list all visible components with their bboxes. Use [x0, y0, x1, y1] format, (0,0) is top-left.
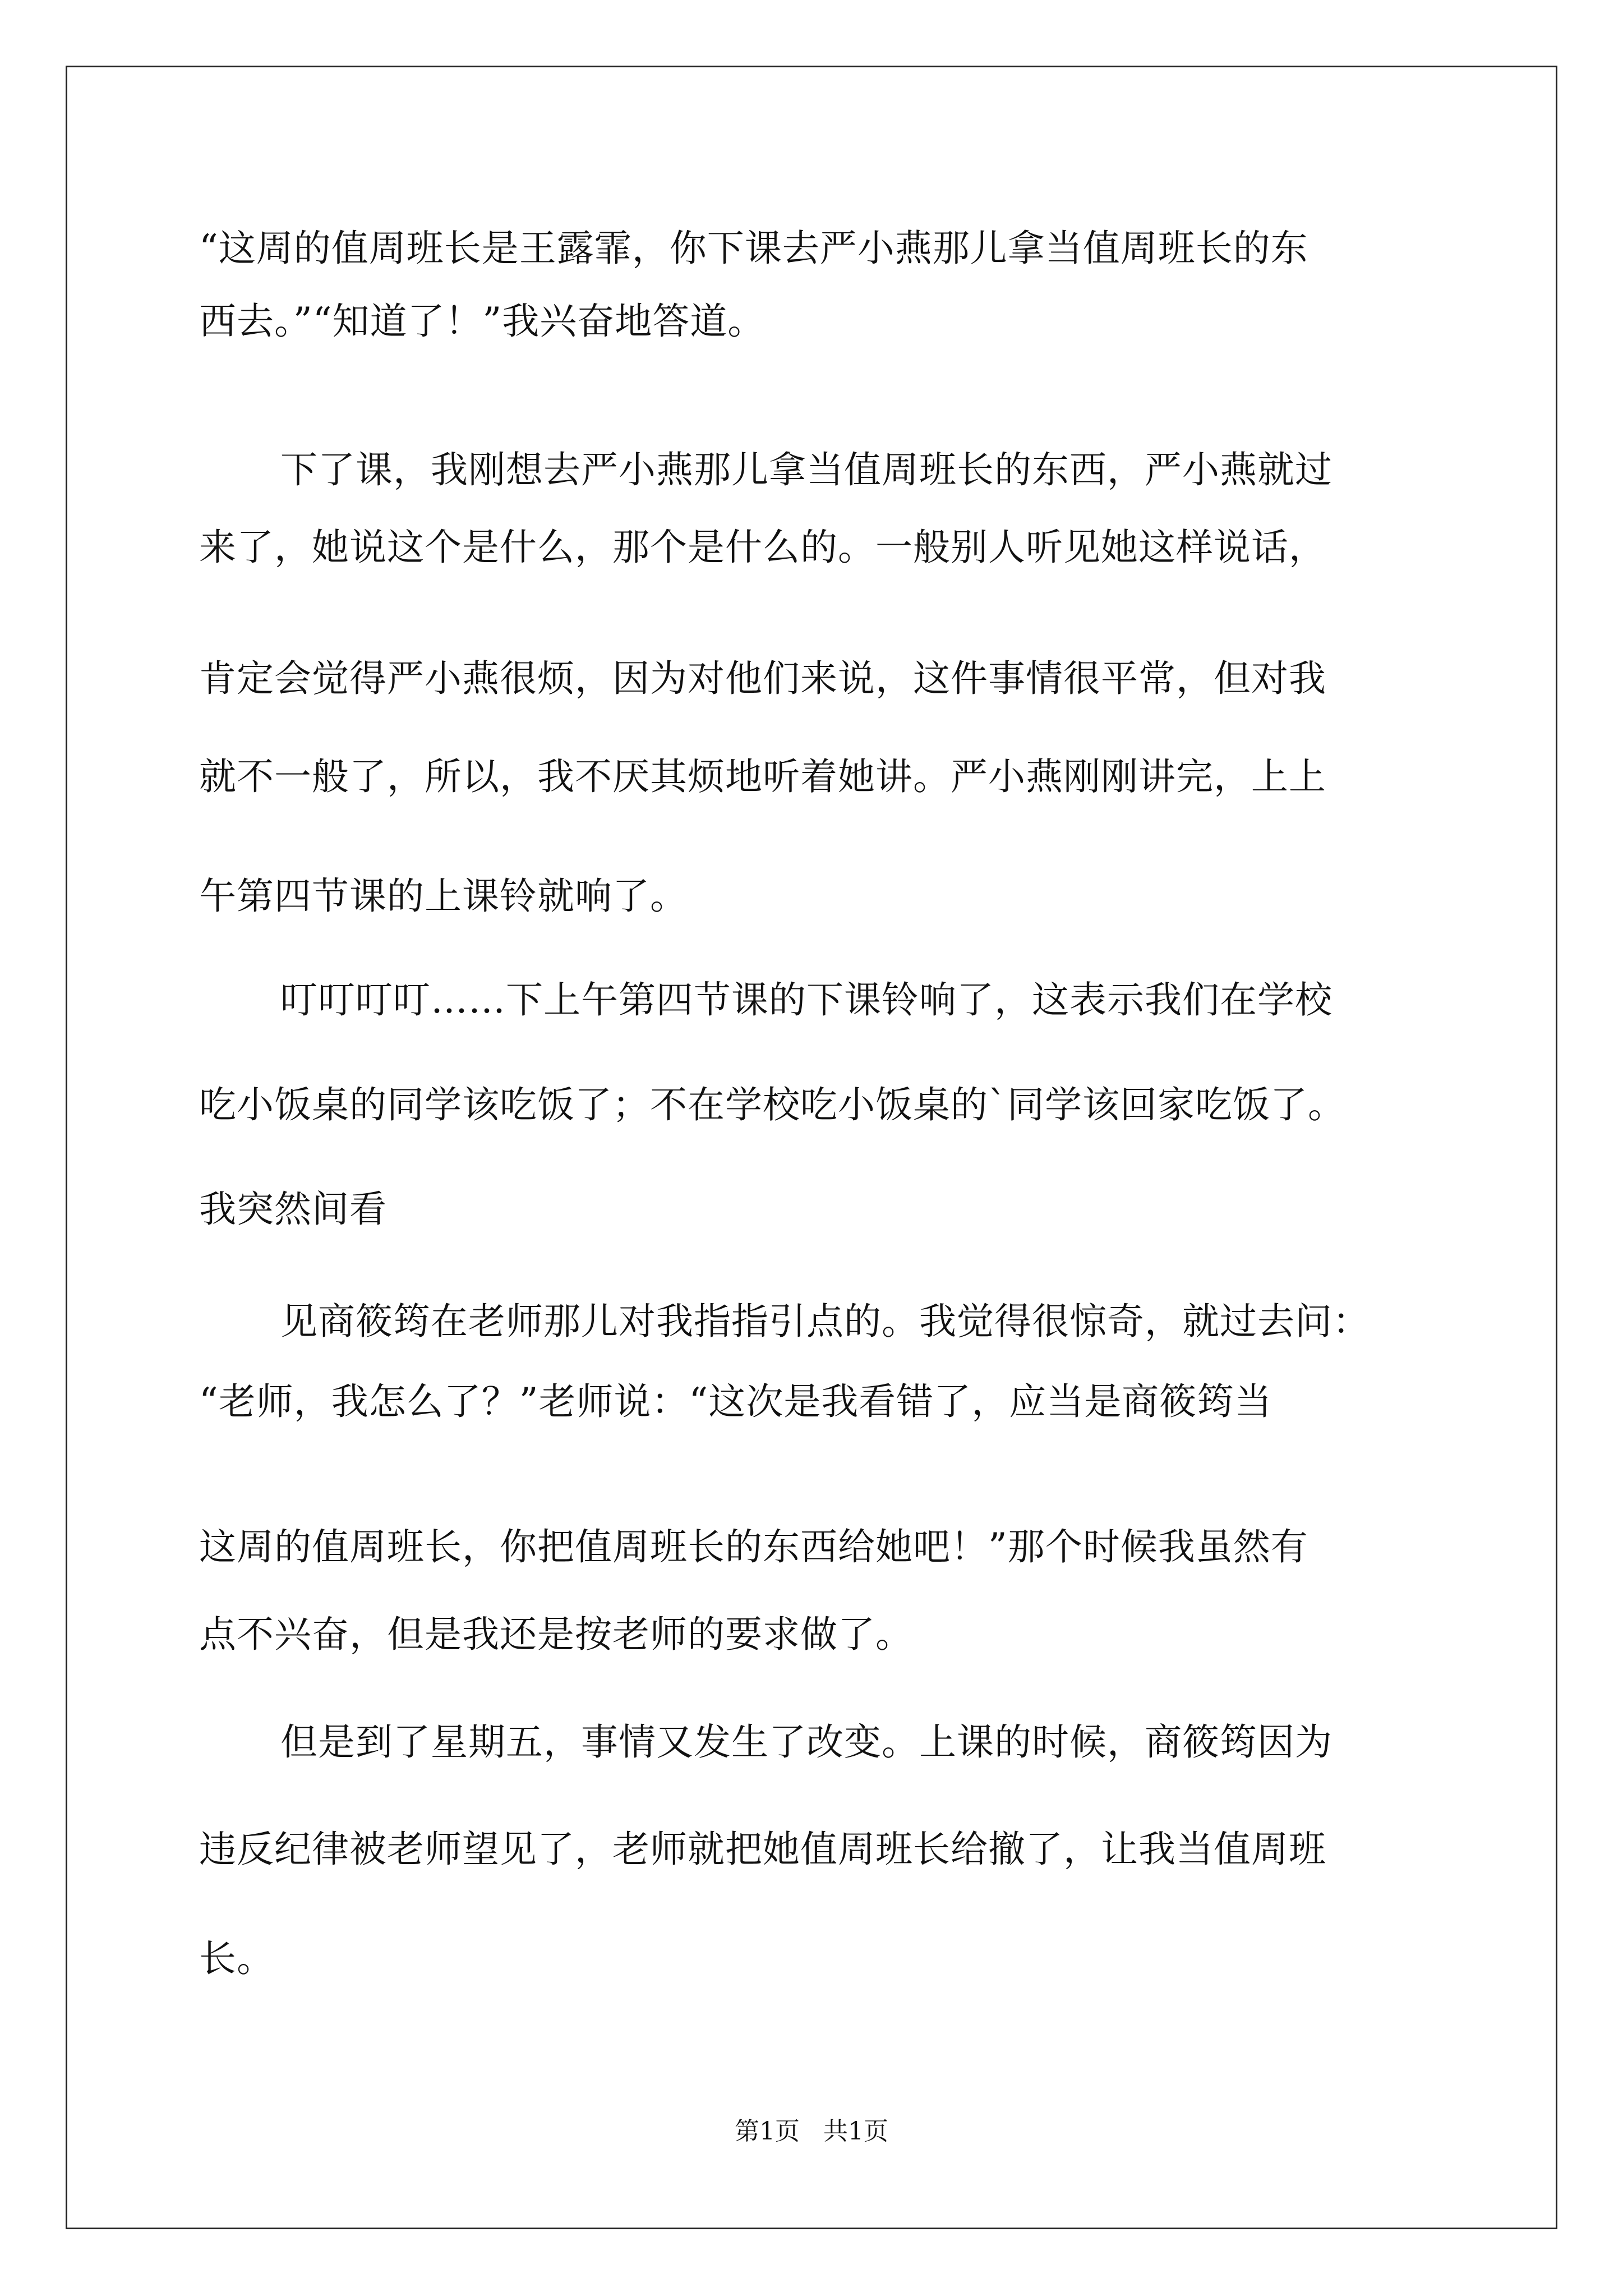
paragraph-start-line: 下了课，我刚想去严小燕那儿拿当值周班长的东西，严小燕就过 [280, 448, 1332, 491]
text-line: 肯定会觉得严小燕很烦，因为对他们来说，这件事情很平常，但对我 [199, 657, 1326, 700]
text-line: 就不一般了，所以，我不厌其烦地听着她讲。严小燕刚刚讲完，上上 [199, 755, 1326, 798]
page-number-footer: 第1页 共1页 [735, 2117, 888, 2146]
text-line: “老师，我怎么了？”老师说：“这次是我看错了，应当是商筱筠当 [199, 1380, 1272, 1423]
text-line: 吃小饭桌的同学该吃饭了；不在学校吃小饭桌的`同学该回家吃饭了。 [199, 1083, 1345, 1126]
text-line: 这周的值周班长，你把值周班长的东西给她吧！”那个时候我虽然有 [199, 1525, 1308, 1568]
paragraph-start-line: 叮叮叮叮……下上午第四节课的下课铃响了，这表示我们在学校 [280, 978, 1332, 1022]
paragraph-start-line: 但是到了星期五，事情又发生了改变。上课的时候，商筱筠因为 [280, 1720, 1332, 1764]
text-line: “这周的值周班长是王露霏，你下课去严小燕那儿拿当值周班长的东 [199, 227, 1308, 270]
text-line: 午第四节课的上课铃就响了。 [199, 875, 688, 918]
text-line: 西去。”“知道了！”我兴奋地答道。 [199, 300, 766, 343]
text-line: 点不兴奋，但是我还是按老师的要求做了。 [199, 1613, 913, 1656]
paragraph-start-line: 见商筱筠在老师那儿对我指指引点的。我觉得很惊奇，就过去问： [280, 1300, 1370, 1343]
text-line: 我突然间看 [199, 1188, 387, 1231]
text-line: 违反纪律被老师望见了，老师就把她值周班长给撤了，让我当值周班 [199, 1828, 1326, 1871]
text-line: 来了，她说这个是什么，那个是什么的。一般别人听见她这样说话， [199, 526, 1326, 569]
text-line: 长。 [199, 1937, 274, 1980]
page-border [66, 66, 1557, 2229]
